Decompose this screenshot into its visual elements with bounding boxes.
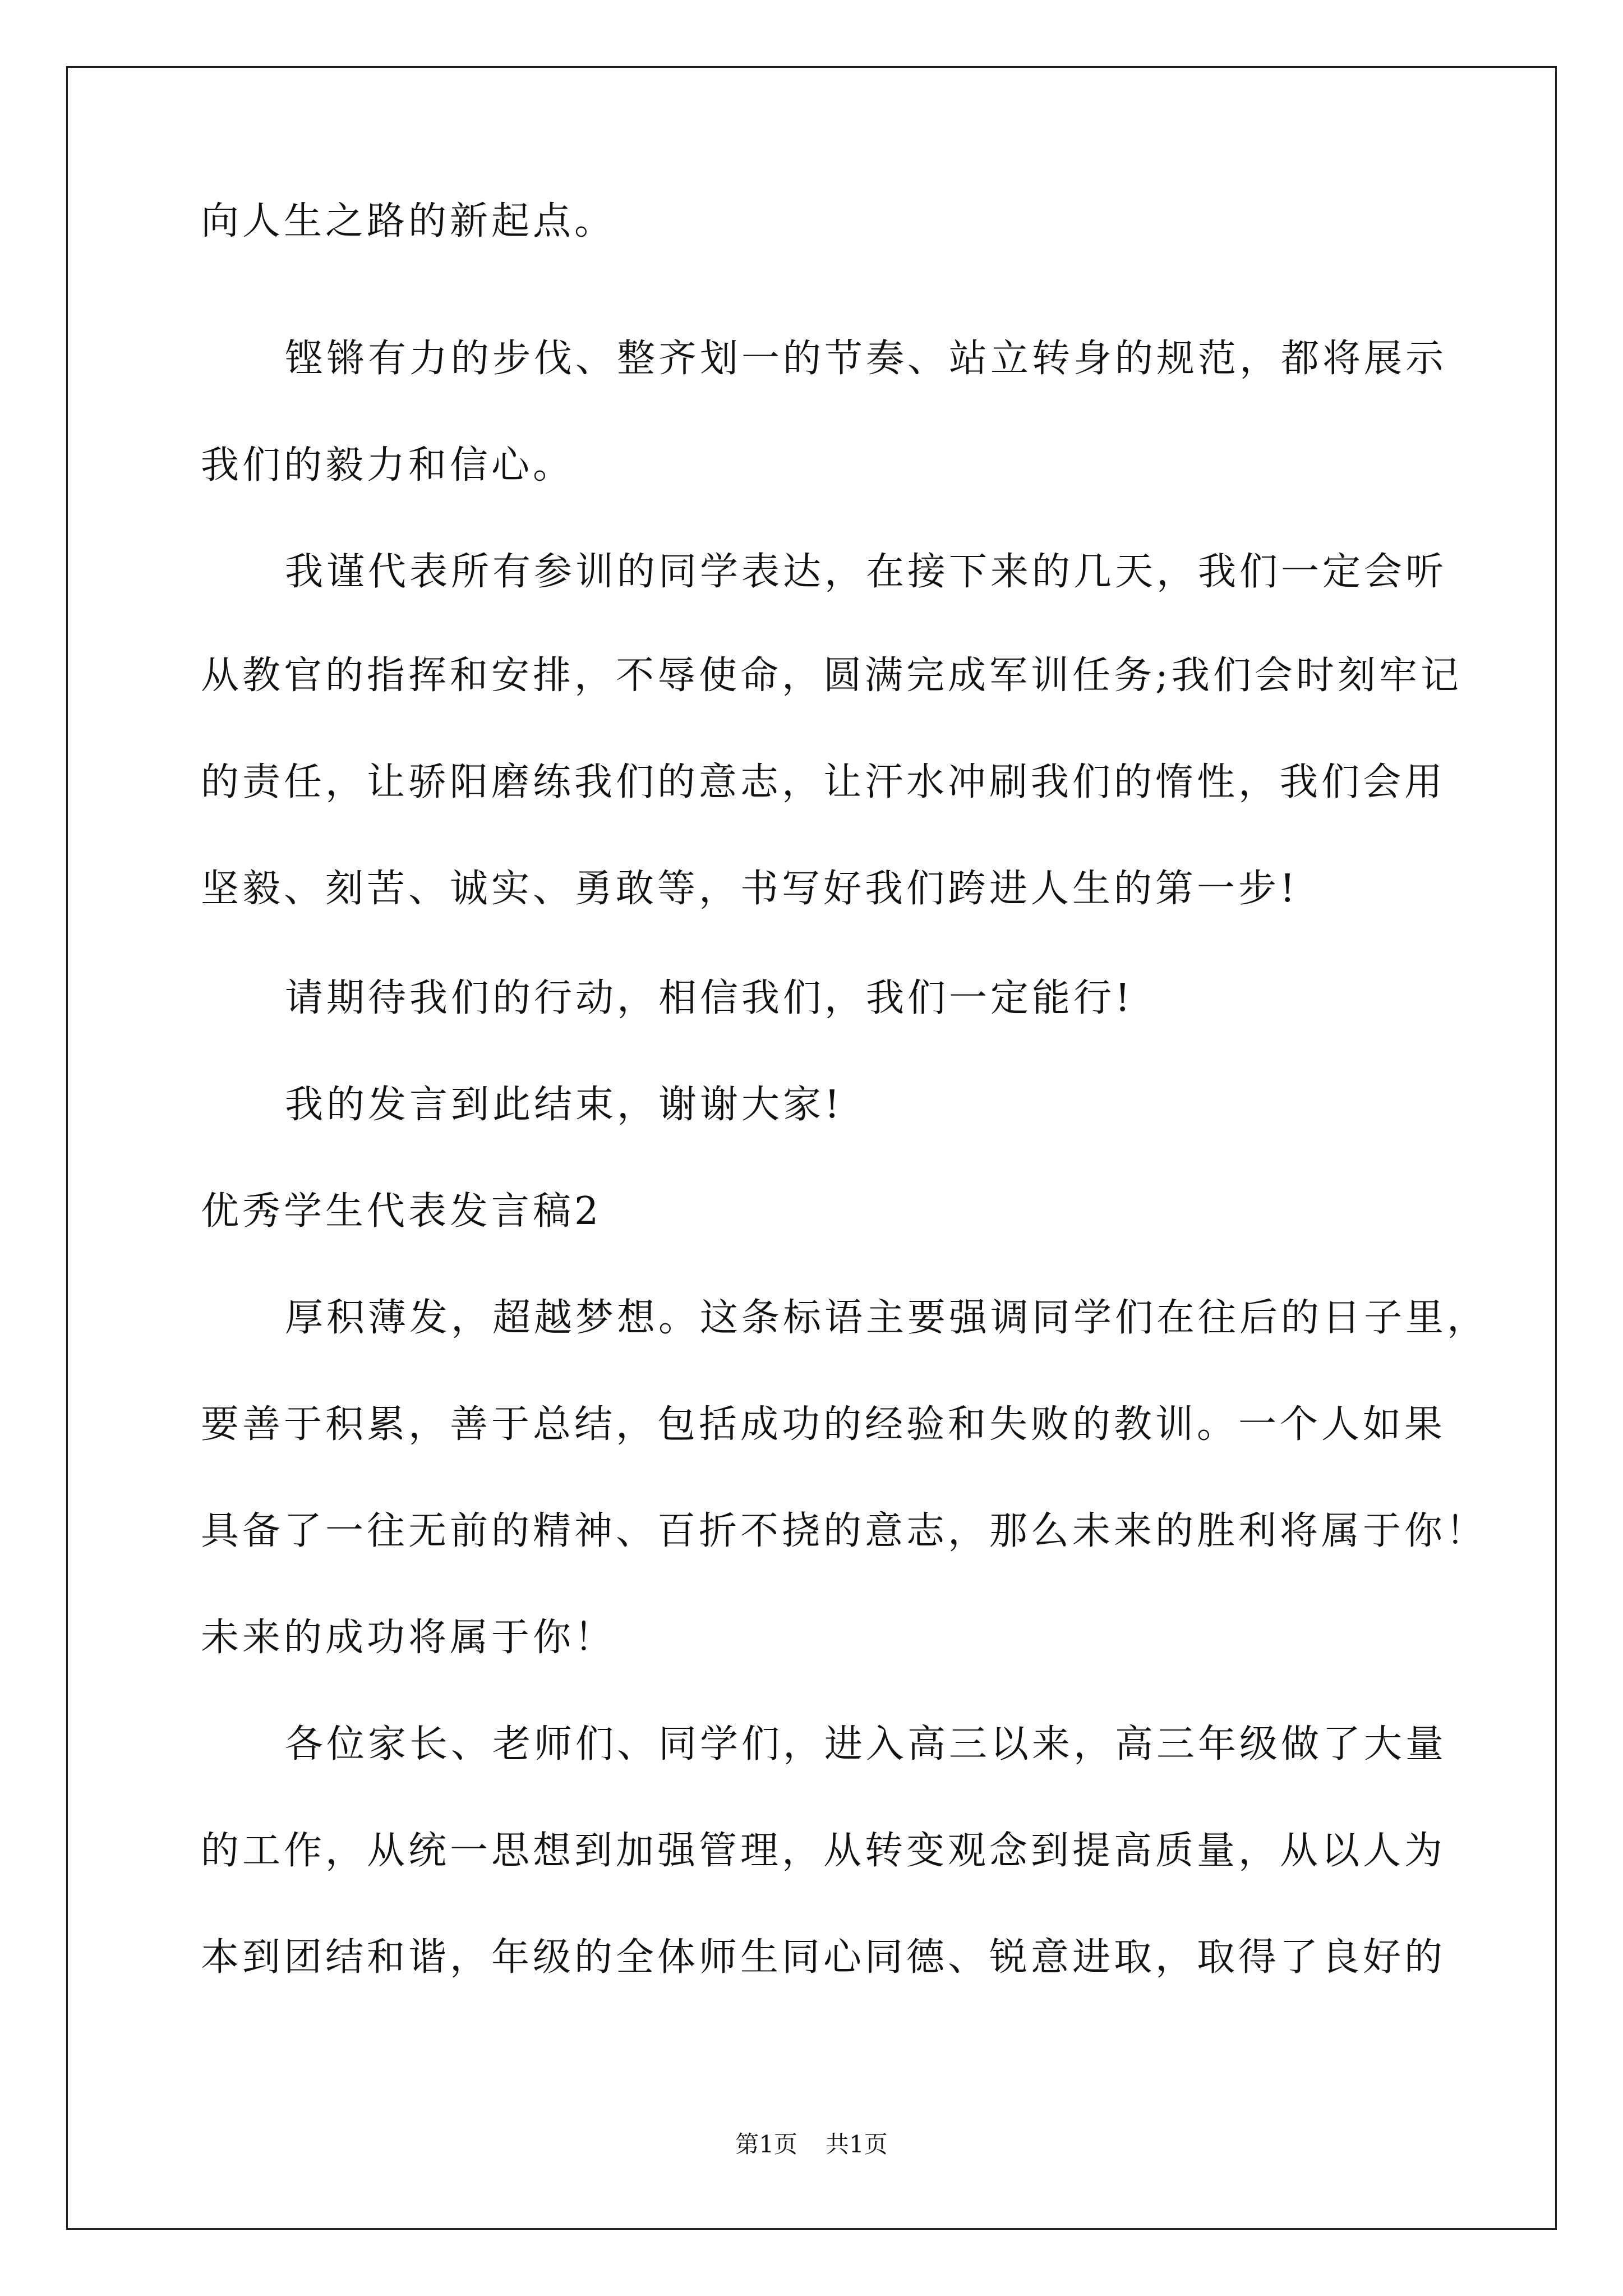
text-line: 各位家长、老师们、同学们，进入高三以来，高三年级做了大量 (285, 1722, 1447, 1766)
text-line: 铿锵有力的步伐、整齐划一的节奏、站立转身的规范，都将展示 (285, 337, 1447, 381)
text-line: 厚积薄发，超越梦想。这条标语主要强调同学们在往后的日子里， (285, 1296, 1489, 1340)
text-line: 要善于积累，善于总结，包括成功的经验和失败的教训。一个人如果 (201, 1402, 1446, 1447)
page-footer (0, 2131, 1623, 2159)
page-number: 第1页 (735, 2131, 797, 2158)
text-line: 本到团结和谐，年级的全体师生同心同德、锐意进取，取得了良好的 (201, 1935, 1446, 1980)
text-line: 从教官的指挥和安排，不辱使命，圆满完成军训任务;我们会时刻牢记 (201, 654, 1462, 698)
text-line: 我谨代表所有参训的同学表达，在接下来的几天，我们一定会听 (285, 550, 1447, 594)
text-line: 我的发言到此结束，谢谢大家! (285, 1083, 843, 1127)
text-line: 坚毅、刻苦、诚实、勇敢等，书写好我们跨进人生的第一步! (201, 867, 1299, 911)
text-line: 向人生之路的新起点。 (201, 199, 616, 243)
section-heading: 优秀学生代表发言稿2 (201, 1189, 602, 1234)
page-total: 共1页 (826, 2131, 888, 2158)
text-line: 请期待我们的行动，相信我们，我们一定能行! (285, 976, 1134, 1020)
page-border (66, 66, 1557, 2230)
text-line: 的责任，让骄阳磨练我们的意志，让汗水冲刷我们的惰性，我们会用 (201, 760, 1446, 804)
text-line: 未来的成功将属于你！ (201, 1616, 616, 1660)
text-line: 我们的毅力和信心。 (201, 443, 575, 487)
text-line: 的工作，从统一思想到加强管理，从转变观念到提高质量，从以人为 (201, 1829, 1446, 1873)
text-line: 具备了一往无前的精神、百折不挠的意志，那么未来的胜利将属于你！ (201, 1509, 1488, 1553)
